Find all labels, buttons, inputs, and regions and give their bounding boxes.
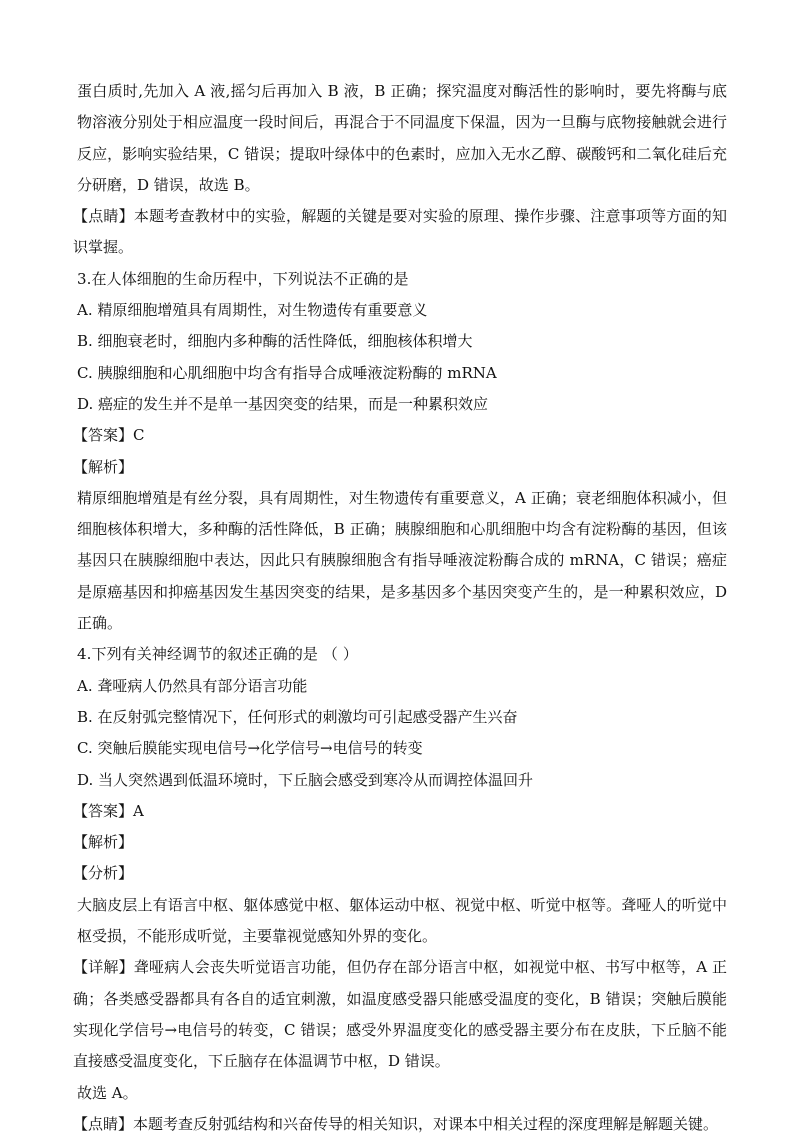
question-4-analysis-tag: 【解析】 (73, 833, 134, 852)
question-3-option-a: A. 精原细胞增殖具有周期性，对生物遗传有重要意义 (77, 301, 428, 320)
question-3-analysis-tag: 【解析】 (73, 457, 134, 476)
question-4-analysis-subtag: 【分析】 (73, 864, 134, 883)
previous-comment: 【点睛】本题考查教材中的实验，解题的关键是要对实验的原理、操作步骤、注意事项等方面的知识掌握。 (73, 207, 727, 257)
question-3-option-d: D. 癌症的发生并不是单一基因突变的结果，而是一种累积效应 (77, 394, 489, 413)
question-4-option-a: A. 聋哑病人仍然具有部分语言功能 (77, 676, 308, 695)
question-3-option-c: C. 胰腺细胞和心肌细胞中均含有指导合成唾液淀粉酶的 mRNA (77, 363, 497, 382)
question-4-answer: 【答案】A (73, 801, 144, 820)
question-4-option-c: C. 突触后膜能实现电信号→化学信号→电信号的转变 (77, 739, 423, 758)
question-3-option-b: B. 细胞衰老时，细胞内多种酶的活性降低，细胞核体积增大 (77, 332, 473, 351)
question-3-stem: 3.在人体细胞的生命历程中，下列说法不正确的是 (77, 269, 409, 288)
question-4-detail: 【详解】聋哑病人会丧失听觉语言功能，但仍存在部分语言中枢，如视觉中枢、书写中枢等，A 正确；各类感受器都具有各自的适宜刺激，如温度感受器只能感受温度的变化，B 错误；突触后膜能实现化学信号→电信号的转变，C 错误；感受外界温度变化的感受器主要分布在皮肤，下丘脑不能直接感受温度变化，下丘脑存在体温调节中枢，D 错误。 (73, 958, 727, 1071)
question-4-comment: 【点睛】本题考查反射弧结构和兴奋传导的相关知识，对课本中相关过程的深度理解是解题关键。 (73, 1114, 719, 1133)
question-4-option-d: D. 当人突然遇到低温环境时，下丘脑会感受到寒冷从而调控体温回升 (77, 770, 534, 789)
question-4-analysis-body: 大脑皮层上有语言中枢、躯体感觉中枢、躯体运动中枢、视觉中枢、听觉中枢等。聋哑人的听觉中枢受损，不能形成听觉，主要靠视觉感知外界的变化。 (77, 895, 727, 946)
question-4-stem: 4.下列有关神经调节的叙述正确的是 （ ） (77, 645, 358, 664)
previous-explanation-continuation: 蛋白质时,先加入 A 液,摇匀后再加入 B 液，B 正确；探究温度对酶活性的影响时，要先将酶与底物溶液分别处于相应温度一段时间后，再混合于不同温度下保温，因为一旦酶与底物接触就会进行反应，影响实验结果，C 错误；提取叶绿体中的色素时，应加入无水乙醇、碳酸钙和二氧化硅后充分研磨，D 错误，故选 B。 (77, 82, 727, 194)
question-3-answer: 【答案】C (73, 426, 145, 445)
question-3-analysis: 精原细胞增殖是有丝分裂，具有周期性，对生物遗传有重要意义，A 正确；衰老细胞体积减小，但细胞核体积增大，多种酶的活性降低，B 正确；胰腺细胞和心肌细胞中均含有淀粉酶的基因，但该基因只在胰腺细胞中表达，因此只有胰腺细胞含有指导唾液淀粉酶合成的 mRNA，C 错误；癌症是原癌基因和抑癌基因发生基因突变的结果，是多基因多个基因突变产生的，是一种累积效应，D 正确。 (77, 488, 727, 633)
question-4-conclusion: 故选 A。 (77, 1083, 138, 1102)
question-4-option-b: B. 在反射弧完整情况下，任何形式的刺激均可引起感受器产生兴奋 (77, 707, 518, 726)
document-page (73, 76, 727, 1140)
